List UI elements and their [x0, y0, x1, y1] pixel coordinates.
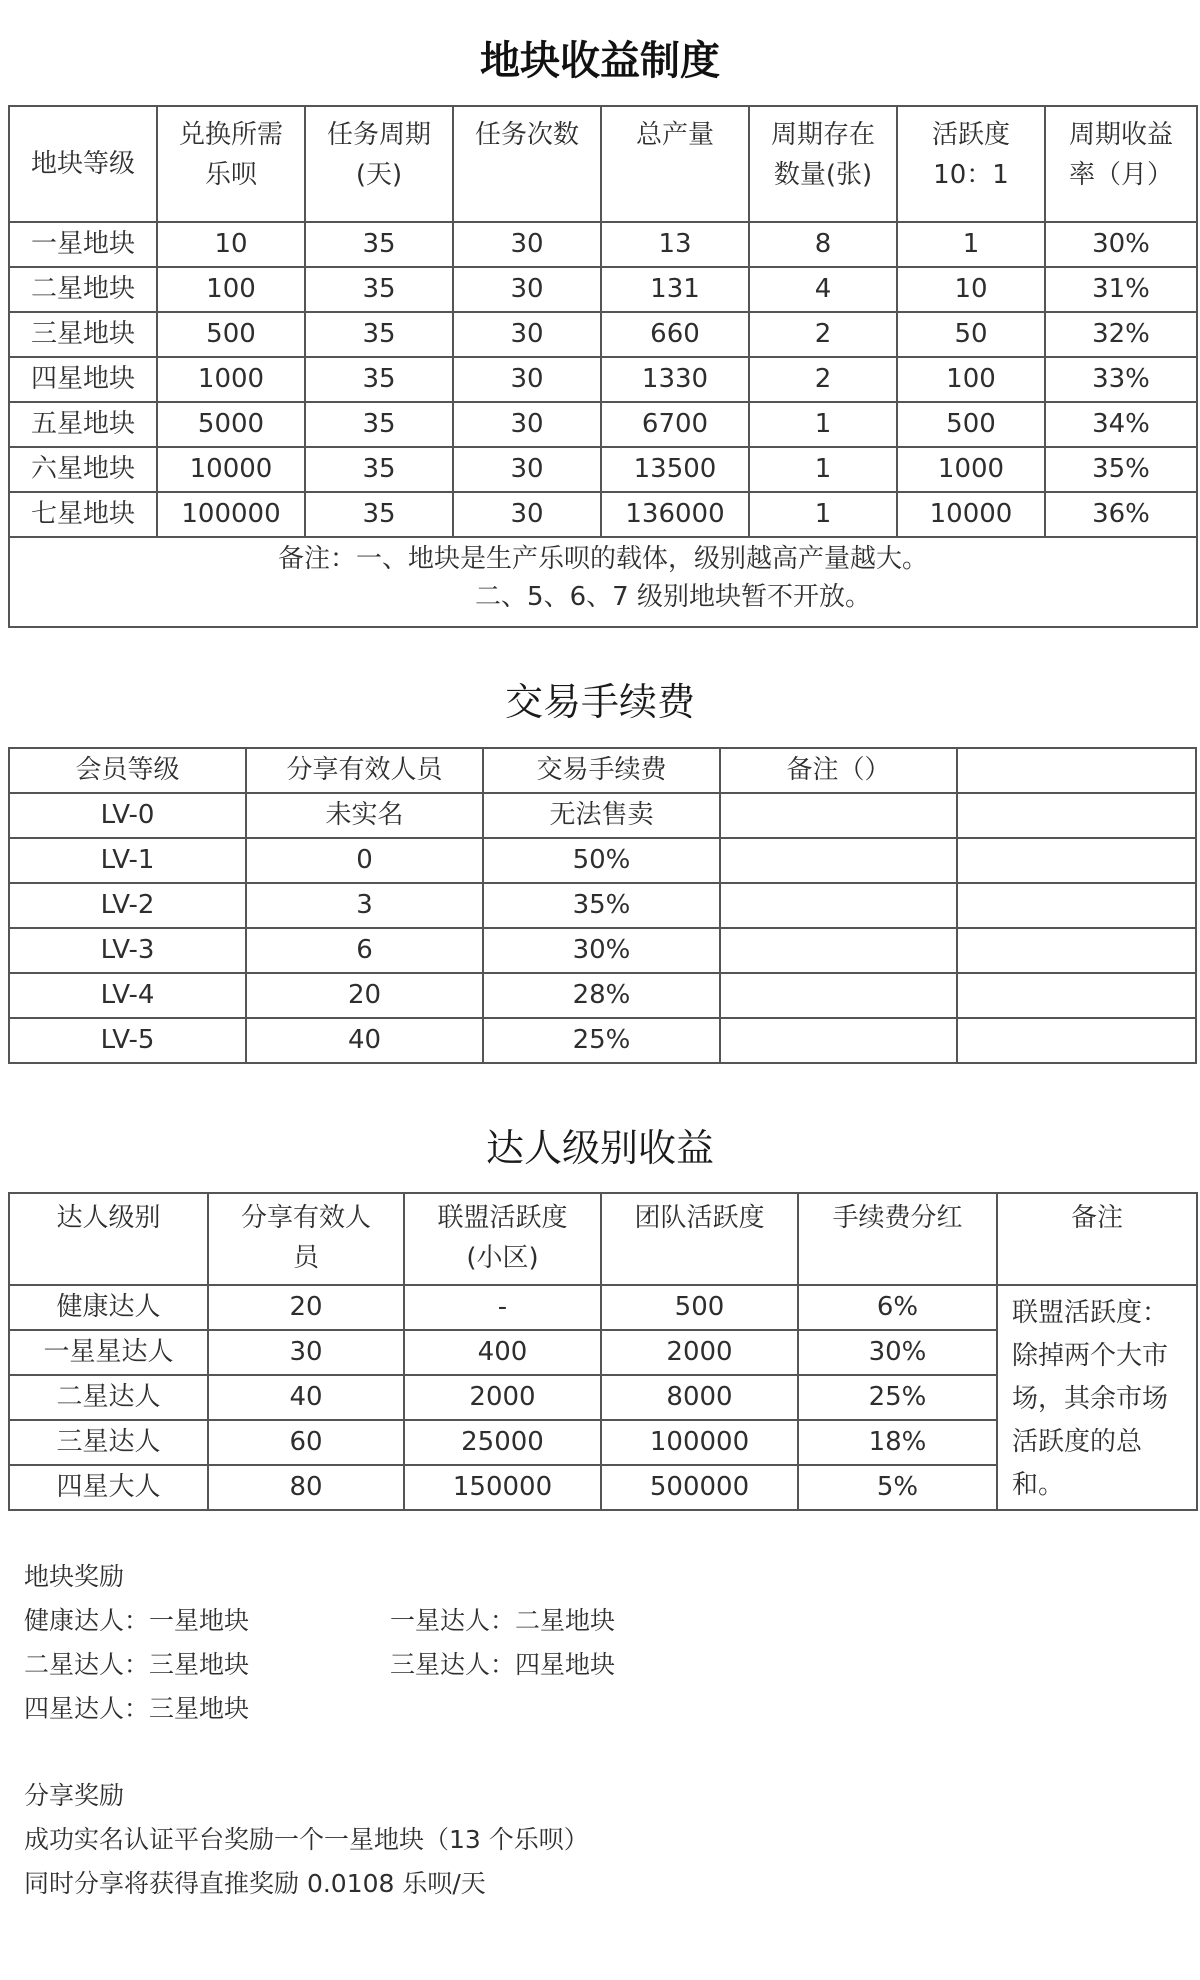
cell-quantity: 8 — [749, 222, 897, 267]
cell-activity: 500 — [897, 402, 1045, 447]
land-reward-section — [24, 1555, 756, 1731]
cell-referrals: 40 — [246, 1018, 483, 1063]
cell-remark — [720, 838, 957, 883]
cell-referrals: 20 — [208, 1285, 404, 1330]
cell-count: 30 — [453, 222, 601, 267]
land-reward-heading: 地块奖励 — [24, 1562, 125, 1591]
note-row — [9, 537, 1197, 627]
share-reward-section — [24, 1774, 589, 1906]
table-row — [9, 222, 1197, 267]
cell-team: 100000 — [601, 1420, 798, 1465]
cell-quantity: 1 — [749, 402, 897, 447]
cell-dividend: 25% — [798, 1375, 997, 1420]
cell-level: LV-5 — [9, 1018, 246, 1063]
cell-referrals: 60 — [208, 1420, 404, 1465]
note-line-2: 二、5、6、7 级别地块暂不开放。 — [475, 582, 871, 612]
table-row — [9, 402, 1197, 447]
table-row — [9, 928, 1196, 973]
cell-rate: 35% — [1045, 447, 1197, 492]
land-income-table — [8, 105, 1198, 628]
cell-referrals: 3 — [246, 883, 483, 928]
cell-rate: 31% — [1045, 267, 1197, 312]
reward-item: 四星达人：三星地块 — [24, 1694, 250, 1723]
header-total-output: 总产量 — [601, 106, 749, 222]
table-row — [9, 1018, 1196, 1063]
cell-remark — [720, 793, 957, 838]
header-fee-dividend: 手续费分红 — [798, 1193, 997, 1285]
cell-quantity: 1 — [749, 492, 897, 537]
header-task-period: 任务周期 (天) — [305, 106, 453, 222]
note-line-1: 备注：一、地块是生产乐呗的载体，级别越高产量越大。 — [277, 544, 928, 574]
header-land-level: 地块等级 — [9, 106, 157, 222]
cell-dividend: 18% — [798, 1420, 997, 1465]
cell-output: 6700 — [601, 402, 749, 447]
cell-cost: 100 — [157, 267, 305, 312]
table-row — [9, 1285, 1197, 1330]
cell-rate: 34% — [1045, 402, 1197, 447]
share-reward-heading: 分享奖励 — [24, 1781, 125, 1810]
cell-quantity: 2 — [749, 357, 897, 402]
cell-alliance: 400 — [404, 1330, 601, 1375]
cell-period: 35 — [305, 447, 453, 492]
cell-activity: 50 — [897, 312, 1045, 357]
cell-output: 131 — [601, 267, 749, 312]
table-row — [9, 492, 1197, 537]
cell-activity: 10 — [897, 267, 1045, 312]
cell-rate: 30% — [1045, 222, 1197, 267]
cell-output: 1330 — [601, 357, 749, 402]
header-team-activity: 团队活跃度 — [601, 1193, 798, 1285]
cell-count: 30 — [453, 447, 601, 492]
cell-level: 二星地块 — [9, 267, 157, 312]
cell-cost: 5000 — [157, 402, 305, 447]
cell-remark — [720, 1018, 957, 1063]
cell-level: LV-3 — [9, 928, 246, 973]
cell-quantity: 1 — [749, 447, 897, 492]
cell-referrals: 0 — [246, 838, 483, 883]
cell-level: 三星地块 — [9, 312, 157, 357]
cell-referrals: 80 — [208, 1465, 404, 1510]
header-period-quantity: 周期存在 数量(张) — [749, 106, 897, 222]
cell-fee: 35% — [483, 883, 720, 928]
cell-level: 六星地块 — [9, 447, 157, 492]
cell-rate: 36% — [1045, 492, 1197, 537]
cell-level: 四星地块 — [9, 357, 157, 402]
table-row — [9, 312, 1197, 357]
cell-level: 五星地块 — [9, 402, 157, 447]
header-alliance-activity: 联盟活跃度 (小区) — [404, 1193, 601, 1285]
cell-remark — [720, 928, 957, 973]
cell-cost: 10000 — [157, 447, 305, 492]
cell-referrals: 40 — [208, 1375, 404, 1420]
cell-empty — [957, 1018, 1196, 1063]
cell-rate: 33% — [1045, 357, 1197, 402]
cell-fee: 30% — [483, 928, 720, 973]
transaction-fee-table — [8, 747, 1197, 1064]
cell-empty — [957, 793, 1196, 838]
expert-level-table — [8, 1192, 1198, 1511]
cell-period: 35 — [305, 312, 453, 357]
cell-alliance: 25000 — [404, 1420, 601, 1465]
cell-output: 660 — [601, 312, 749, 357]
cell-cost: 500 — [157, 312, 305, 357]
header-valid-referrals: 分享有效人 员 — [208, 1193, 404, 1285]
expert-table-title: 达人级别收益 — [485, 1126, 714, 1170]
cell-level: LV-2 — [9, 883, 246, 928]
cell-alliance: - — [404, 1285, 601, 1330]
cell-referrals: 20 — [246, 973, 483, 1018]
cell-fee: 28% — [483, 973, 720, 1018]
cell-rate: 32% — [1045, 312, 1197, 357]
cell-referrals: 30 — [208, 1330, 404, 1375]
header-empty — [957, 748, 1196, 793]
table-header-row — [9, 748, 1196, 793]
cell-count: 30 — [453, 492, 601, 537]
cell-level: 七星地块 — [9, 492, 157, 537]
header-task-count: 任务次数 — [453, 106, 601, 222]
reward-item: 一星达人：二星地块 — [390, 1606, 616, 1635]
reward-row — [24, 1687, 756, 1731]
cell-period: 35 — [305, 492, 453, 537]
cell-empty — [957, 838, 1196, 883]
cell-count: 30 — [453, 357, 601, 402]
cell-fee: 无法售卖 — [483, 793, 720, 838]
cell-alliance: 2000 — [404, 1375, 601, 1420]
reward-item: 二星达人：三星地块 — [24, 1650, 250, 1679]
table-row — [9, 447, 1197, 492]
cell-level: 三星达人 — [9, 1420, 208, 1465]
cell-quantity: 2 — [749, 312, 897, 357]
header-fee: 交易手续费 — [483, 748, 720, 793]
cell-activity: 100 — [897, 357, 1045, 402]
share-reward-line: 同时分享将获得直推奖励 0.0108 乐呗/天 — [24, 1869, 486, 1898]
header-expert-level: 达人级别 — [9, 1193, 208, 1285]
header-remark: 备注 — [997, 1193, 1197, 1285]
cell-level: 二星达人 — [9, 1375, 208, 1420]
cell-empty — [957, 973, 1196, 1018]
cell-remark — [720, 883, 957, 928]
cell-fee: 50% — [483, 838, 720, 883]
cell-dividend: 5% — [798, 1465, 997, 1510]
cell-cost: 100000 — [157, 492, 305, 537]
table-header-row — [9, 106, 1197, 222]
table-row — [9, 357, 1197, 402]
cell-remark — [720, 973, 957, 1018]
cell-team: 500 — [601, 1285, 798, 1330]
cell-cost: 10 — [157, 222, 305, 267]
cell-period: 35 — [305, 402, 453, 447]
cell-count: 30 — [453, 402, 601, 447]
cell-team: 2000 — [601, 1330, 798, 1375]
cell-cost: 1000 — [157, 357, 305, 402]
table-row — [9, 883, 1196, 928]
cell-level: LV-4 — [9, 973, 246, 1018]
expert-remark: 联盟活跃度：除掉两个大市场，其余市场活跃度的总和。 — [997, 1285, 1197, 1510]
reward-item: 三星达人：四星地块 — [390, 1650, 616, 1679]
cell-team: 8000 — [601, 1375, 798, 1420]
fee-table-title: 交易手续费 — [504, 680, 695, 724]
header-exchange-cost: 兑换所需 乐呗 — [157, 106, 305, 222]
header-remark: 备注（） — [720, 748, 957, 793]
cell-activity: 1000 — [897, 447, 1045, 492]
cell-quantity: 4 — [749, 267, 897, 312]
cell-level: 一星星达人 — [9, 1330, 208, 1375]
cell-referrals: 6 — [246, 928, 483, 973]
cell-level: LV-0 — [9, 793, 246, 838]
cell-count: 30 — [453, 312, 601, 357]
cell-output: 13500 — [601, 447, 749, 492]
reward-item — [390, 1687, 756, 1731]
cell-referrals: 未实名 — [246, 793, 483, 838]
cell-activity: 1 — [897, 222, 1045, 267]
header-yield-rate: 周期收益 率（月） — [1045, 106, 1197, 222]
land-table-note — [9, 537, 1197, 627]
land-table-title: 地块收益制度 — [480, 38, 720, 84]
cell-team: 500000 — [601, 1465, 798, 1510]
header-activity: 活跃度 10：1 — [897, 106, 1045, 222]
cell-dividend: 6% — [798, 1285, 997, 1330]
cell-dividend: 30% — [798, 1330, 997, 1375]
cell-empty — [957, 883, 1196, 928]
reward-item: 健康达人：一星地块 — [24, 1606, 250, 1635]
cell-level: 健康达人 — [9, 1285, 208, 1330]
reward-row — [24, 1643, 756, 1687]
table-row — [9, 793, 1196, 838]
cell-activity: 10000 — [897, 492, 1045, 537]
table-row — [9, 973, 1196, 1018]
share-reward-line: 成功实名认证平台奖励一个一星地块（13 个乐呗） — [24, 1825, 589, 1854]
table-row — [9, 267, 1197, 312]
cell-alliance: 150000 — [404, 1465, 601, 1510]
cell-count: 30 — [453, 267, 601, 312]
cell-period: 35 — [305, 357, 453, 402]
cell-empty — [957, 928, 1196, 973]
reward-row — [24, 1599, 756, 1643]
table-header-row — [9, 1193, 1197, 1285]
cell-output: 136000 — [601, 492, 749, 537]
cell-level: LV-1 — [9, 838, 246, 883]
cell-level: 一星地块 — [9, 222, 157, 267]
cell-period: 35 — [305, 267, 453, 312]
cell-period: 35 — [305, 222, 453, 267]
cell-level: 四星大人 — [9, 1465, 208, 1510]
header-valid-referrals: 分享有效人员 — [246, 748, 483, 793]
cell-fee: 25% — [483, 1018, 720, 1063]
header-member-level: 会员等级 — [9, 748, 246, 793]
table-row — [9, 838, 1196, 883]
cell-output: 13 — [601, 222, 749, 267]
